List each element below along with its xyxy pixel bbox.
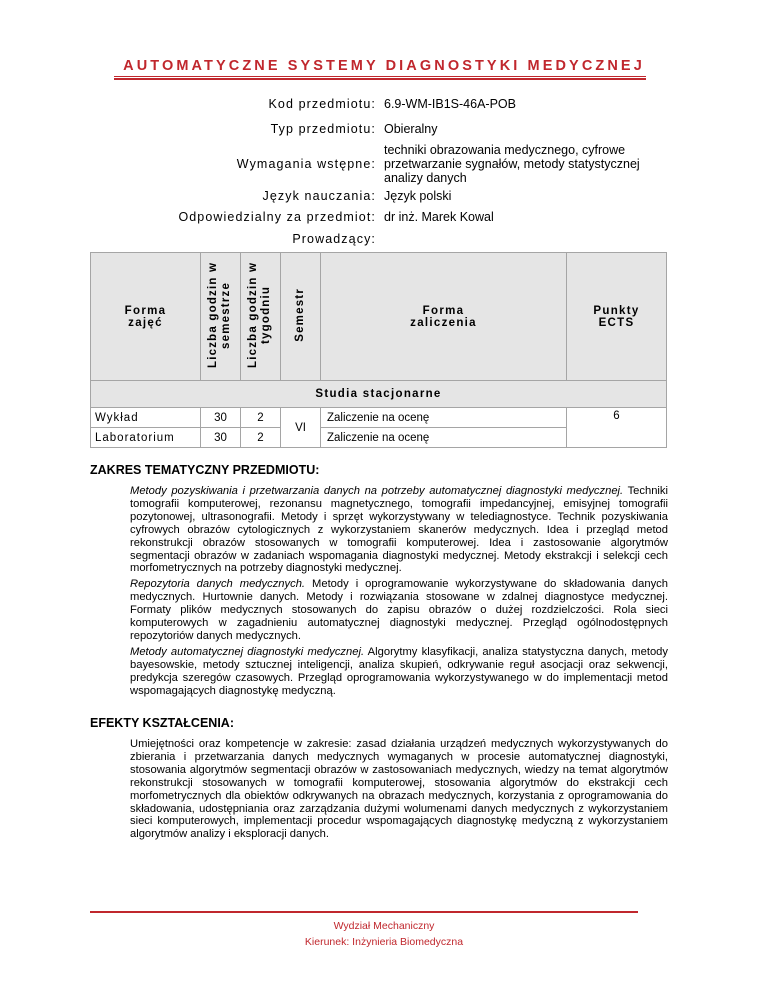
zakres-body [130,485,668,701]
row-zaliczenie: Zaliczenie na ocenę [321,408,567,428]
footer-faculty: Wydział Mechaniczny [333,920,435,932]
meta-prowadzacy-label: Prowadzący: [292,232,376,246]
zakres-p3-title: Metody automatycznej diagnostyki medycznej. [130,645,365,658]
meta-jezyk-label: Język nauczania: [262,189,376,203]
zakres-p2-title: Repozytoria danych medycznych. [130,578,306,591]
zakres-paragraph [130,578,668,643]
meta-wymagania-value: techniki obrazowania medycznego, cyfrowe przetwarzanie sygnałów, metody statystycznej analizy danych [384,143,640,185]
meta-typ-label: Typ przedmiotu: [270,122,376,136]
table-row [91,408,667,428]
header-liczba-godzin-tydzien [241,253,281,381]
row-godz-sem: 30 [201,428,241,448]
footer-field: Kierunek: Inżynieria Biomedyczna [304,936,464,948]
header-forma-zajec-text: Forma zajęć [124,304,167,329]
header-punkty-ects [567,253,667,381]
header-forma-zaliczenia [321,253,567,381]
meta-kod-label: Kod przedmiotu: [268,97,376,111]
zakres-p2-body: Metody i oprogramowanie wykorzystywane do składowania danych medycznych. Hurtownie danych. Metody i rozwiązania stosowane w zdalnej diagnostyce medycznej. Formaty plików medycznych stosowanych do zapisu obrazów o dużej rozdzielczości. Rola sieci komputerowych w zagadnieniu automatycznej diagnostyki medycznej. Przegląd ogólnodostępnych repozytoriów danych medycznych. [130,578,669,642]
efekty-body [130,738,668,844]
row-ects: 6 [567,408,667,448]
meta-kod-value: 6.9-WM-IB1S-46A-POB [384,97,516,111]
row-semestr: VI [281,408,321,448]
row-forma: Wykład [91,408,201,428]
zakres-paragraph [130,485,668,575]
header-semestr [281,253,321,381]
row-godz-sem: 30 [201,408,241,428]
meta-typ-value: Obieralny [384,122,438,136]
meta-odpowiedzialny-label: Odpowiedzialny za przedmiot: [178,210,376,224]
zakres-heading: ZAKRES TEMATYCZNY PRZEDMIOTU: [90,463,320,477]
zakres-p1-body: Techniki tomografii komputerowej, rezonansu magnetycznego, tomografii impedancyjnej, emisyjnej tomografii pozytonowej, ultrasonografii. Metody i sprzęt wykorzystywany w telediagnostyce. Technik pozyskiwania cyfrowych obrazów cytologicznych z wykorzystaniem skanerów medycznych. Idea i przegląd metod rekonstrukcji obrazów stosowanych w tomografii komputerowej. Idea i zastosowanie algorytmów segmentacji obrazów w zadaniach wspomagania diagnostyki medycznej. Metody ekstrakcji i selekcji cech morfometrycznych na potrzeby diagnostyki medycznej. [130,485,668,575]
header-punkty-ects-text: Punkty ECTS [593,304,640,329]
course-table [90,252,667,448]
row-zaliczenie: Zaliczenie na ocenę [321,428,567,448]
title-underline [114,76,646,80]
row-godz-tyg: 2 [241,408,281,428]
efekty-paragraph: Umiejętności oraz kompetencje w zakresie: zasad działania urządzeń medycznych wykorzystywanych do zbierania i przetwarzania danych medycznych wymaganych w procesie automatycznej diagnostyki, stosowania algorytmów segmentacji obrazów w zastosowaniach medycznych, wiedzy na temat algorytmów rekonstrukcji stosowanych w tomografii komputerowej, stosowania algorytmów do ekstrakcji cech morfometrycznych dla obiektów odkrywanych na obrazach medycznych, korzystania z oprogramowania do składowania, udostępniania oraz zarządzania dużymi wolumenami danych medycznych z wykorzystaniem sieci komputerowych, implementacji procedur wspomagających diagnostykę medyczną z wykorzystaniem algorytmów analizy i eksploracji danych. [130,738,668,841]
header-liczba-godzin-semestr-text: Liczba godzin w semestrze [206,261,232,369]
footer-rule [90,911,638,913]
meta-odpowiedzialny-value: dr inż. Marek Kowal [384,210,494,224]
meta-wymagania-label: Wymagania wstępne: [236,157,376,171]
zakres-p1-title: Metody pozyskiwania i przetwarzania danych na potrzeby automatycznej diagnostyki medycznej. [130,485,624,497]
zakres-p3-body: Algorytmy klasyfikacji, analiza statystyczna danych, metody bayesowskie, metody sztucznej inteligencji, analiza skupień, odkrywanie reguł asocjacji oraz sekwencji, predykcja szeregów czasowych. Przegląd oprogramowania wykorzystywanego w do implementacji metod wspomagających diagnostykę medyczną. [130,645,668,697]
section-studia-stacjonarne: Studia stacjonarne [91,381,667,408]
header-liczba-godzin-tydzien-text: Liczba godzin w tygodniu [246,261,272,369]
header-forma-zaliczenia-text: Forma zaliczenia [410,304,477,329]
header-forma-zajec [91,253,201,381]
zakres-paragraph [130,646,668,698]
row-forma: Laboratorium [91,428,201,448]
header-semestr-text: Semestr [294,288,306,342]
meta-jezyk-value: Język polski [384,189,452,203]
row-godz-tyg: 2 [241,428,281,448]
header-liczba-godzin-semestr [201,253,241,381]
efekty-heading: EFEKTY KSZTAŁCENIA: [90,716,234,730]
document-title: AUTOMATYCZNE SYSTEMY DIAGNOSTYKI MEDYCZNEJ [123,58,645,74]
